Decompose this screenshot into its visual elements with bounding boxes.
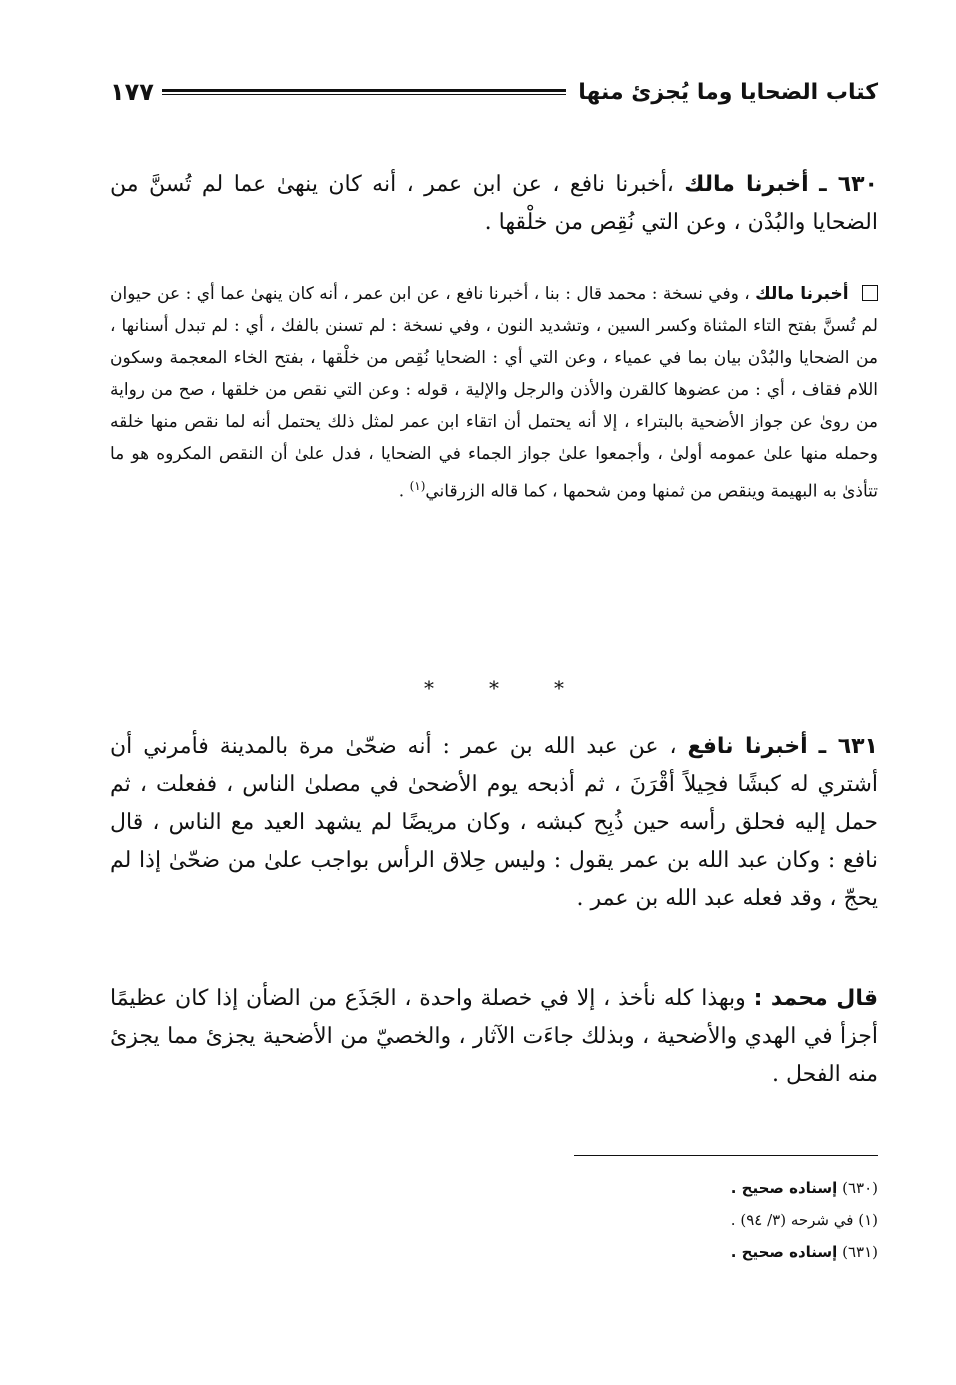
footnote-text: إسناده صحيح .: [730, 1179, 838, 1197]
note-text: وبهذا كله نأخذ ، إلا في خصلة واحدة ، الجَذَع من الضأن إذا كان عظيمًا أجزأ في الهدي والأضحية ، وبذلك جاءَت الآثار ، والخصيّ من الأضحية يجزئ مما يجزئ منه الفحل .: [110, 986, 878, 1087]
running-title: كتاب الضحايا وما يُجزئ منها: [578, 79, 878, 105]
commentary-label: أخبرنا مالك: [755, 284, 849, 304]
page-number: ١٧٧: [110, 78, 154, 106]
footnote-text: في شرحه (٣/ ٩٤) .: [730, 1211, 854, 1229]
commentary-end: .: [398, 481, 410, 502]
narrator-label: أخبرنا مالك: [684, 172, 809, 197]
commentary-text: ، وفي نسخة : محمد قال : بنا ، أخبرنا نافع ، عن ابن عمر ، أنه كان ينهىٰ عما أي : عن حيوان لم تُسنَّ بفتح التاء المثناة وكسر السين ، وتشديد النون ، وفي نسخة : لم تسنن بالفك ، أي : لم تبدل أسنانها ، من الضحايا والبُدْن بيان بما في عمياء ، وعن التي أي : الضحايا نُقِص من خلْقها ، بفتح الخاء المعجمة وسكون اللام فقاف ، أي : من عضوها كالقرن والأذن والرجل والإلية ، قوله : وعن التي نقص من خلقها ، صح من رواية من روىٰ عن جواز الأضحية بالبتراء ، إلا أنه يحتمل أن اتقاء ابن عمر لمثل ذلك يحتمل أنه لما نقص منها خلقه وحمله منها علىٰ عمومه أولىٰ ، وأجمعوا علىٰ جواز الجماء في الضحايا ، فدل علىٰ أن النقص المكروه هو ما تتأذىٰ به البهيمة وينقص من ثمنها ومن شحمها ، كما قاله الزرقاني: [110, 284, 878, 502]
hadith-number: ٦٣١ ـ: [818, 734, 878, 759]
footnote-marker: (٦٣١): [842, 1243, 878, 1261]
hadith-text: ، عن عبد الله بن عمر : أنه ضحّىٰ مرة بالمدينة فأمرني أن أشتري له كبشًا فحِيلاً أقْرَنَ ، ثم أذبحه يوم الأضحىٰ في مصلىٰ الناس ، ففعلت ، ثم حمل إليه فحلق رأسه حين ذُبِح كبشه ، وكان مريضًا لم يشهد العيد مع الناس ، قال نافع : وكان عبد الله بن عمر يقول : وليس حِلاق الرأس بواجب علىٰ من ضحّىٰ إذا لم يحجّ ، وقد فعله عبد الله بن عمر .: [110, 734, 878, 911]
footnote-ref: (١): [409, 479, 426, 493]
hadith-text: ،أخبرنا نافع ، عن ابن عمر ، أنه كان ينهىٰ عما لم تُسنَّ من الضحايا والبُدْن ، وعن التي نُقِص من خلْقها .: [110, 172, 878, 235]
footnote-divider: [574, 1155, 878, 1156]
narrator-label: أخبرنا نافع: [687, 734, 808, 759]
hadith-630: [110, 166, 878, 242]
footnote-marker: (١): [858, 1211, 878, 1229]
hadith-number: ٦٣٠ ـ: [819, 172, 878, 197]
separator-star: *: [554, 676, 564, 700]
square-marker-icon: [862, 285, 878, 301]
header-rule: [162, 89, 566, 95]
note-label: قال محمد :: [753, 986, 879, 1011]
page-header: [110, 70, 878, 114]
section-separator: [110, 676, 878, 700]
footnote-item: [560, 1204, 878, 1236]
commentary-630: [110, 278, 878, 508]
footnote-item: [560, 1236, 878, 1268]
muhammad-note: [110, 980, 878, 1094]
footnote-text: إسناده صحيح .: [730, 1243, 838, 1261]
footnote-marker: (٦٣٠): [842, 1179, 878, 1197]
hadith-631: [110, 728, 878, 918]
footnotes: [560, 1172, 878, 1268]
footnote-item: [560, 1172, 878, 1204]
separator-star: *: [489, 676, 499, 700]
separator-star: *: [424, 676, 434, 700]
